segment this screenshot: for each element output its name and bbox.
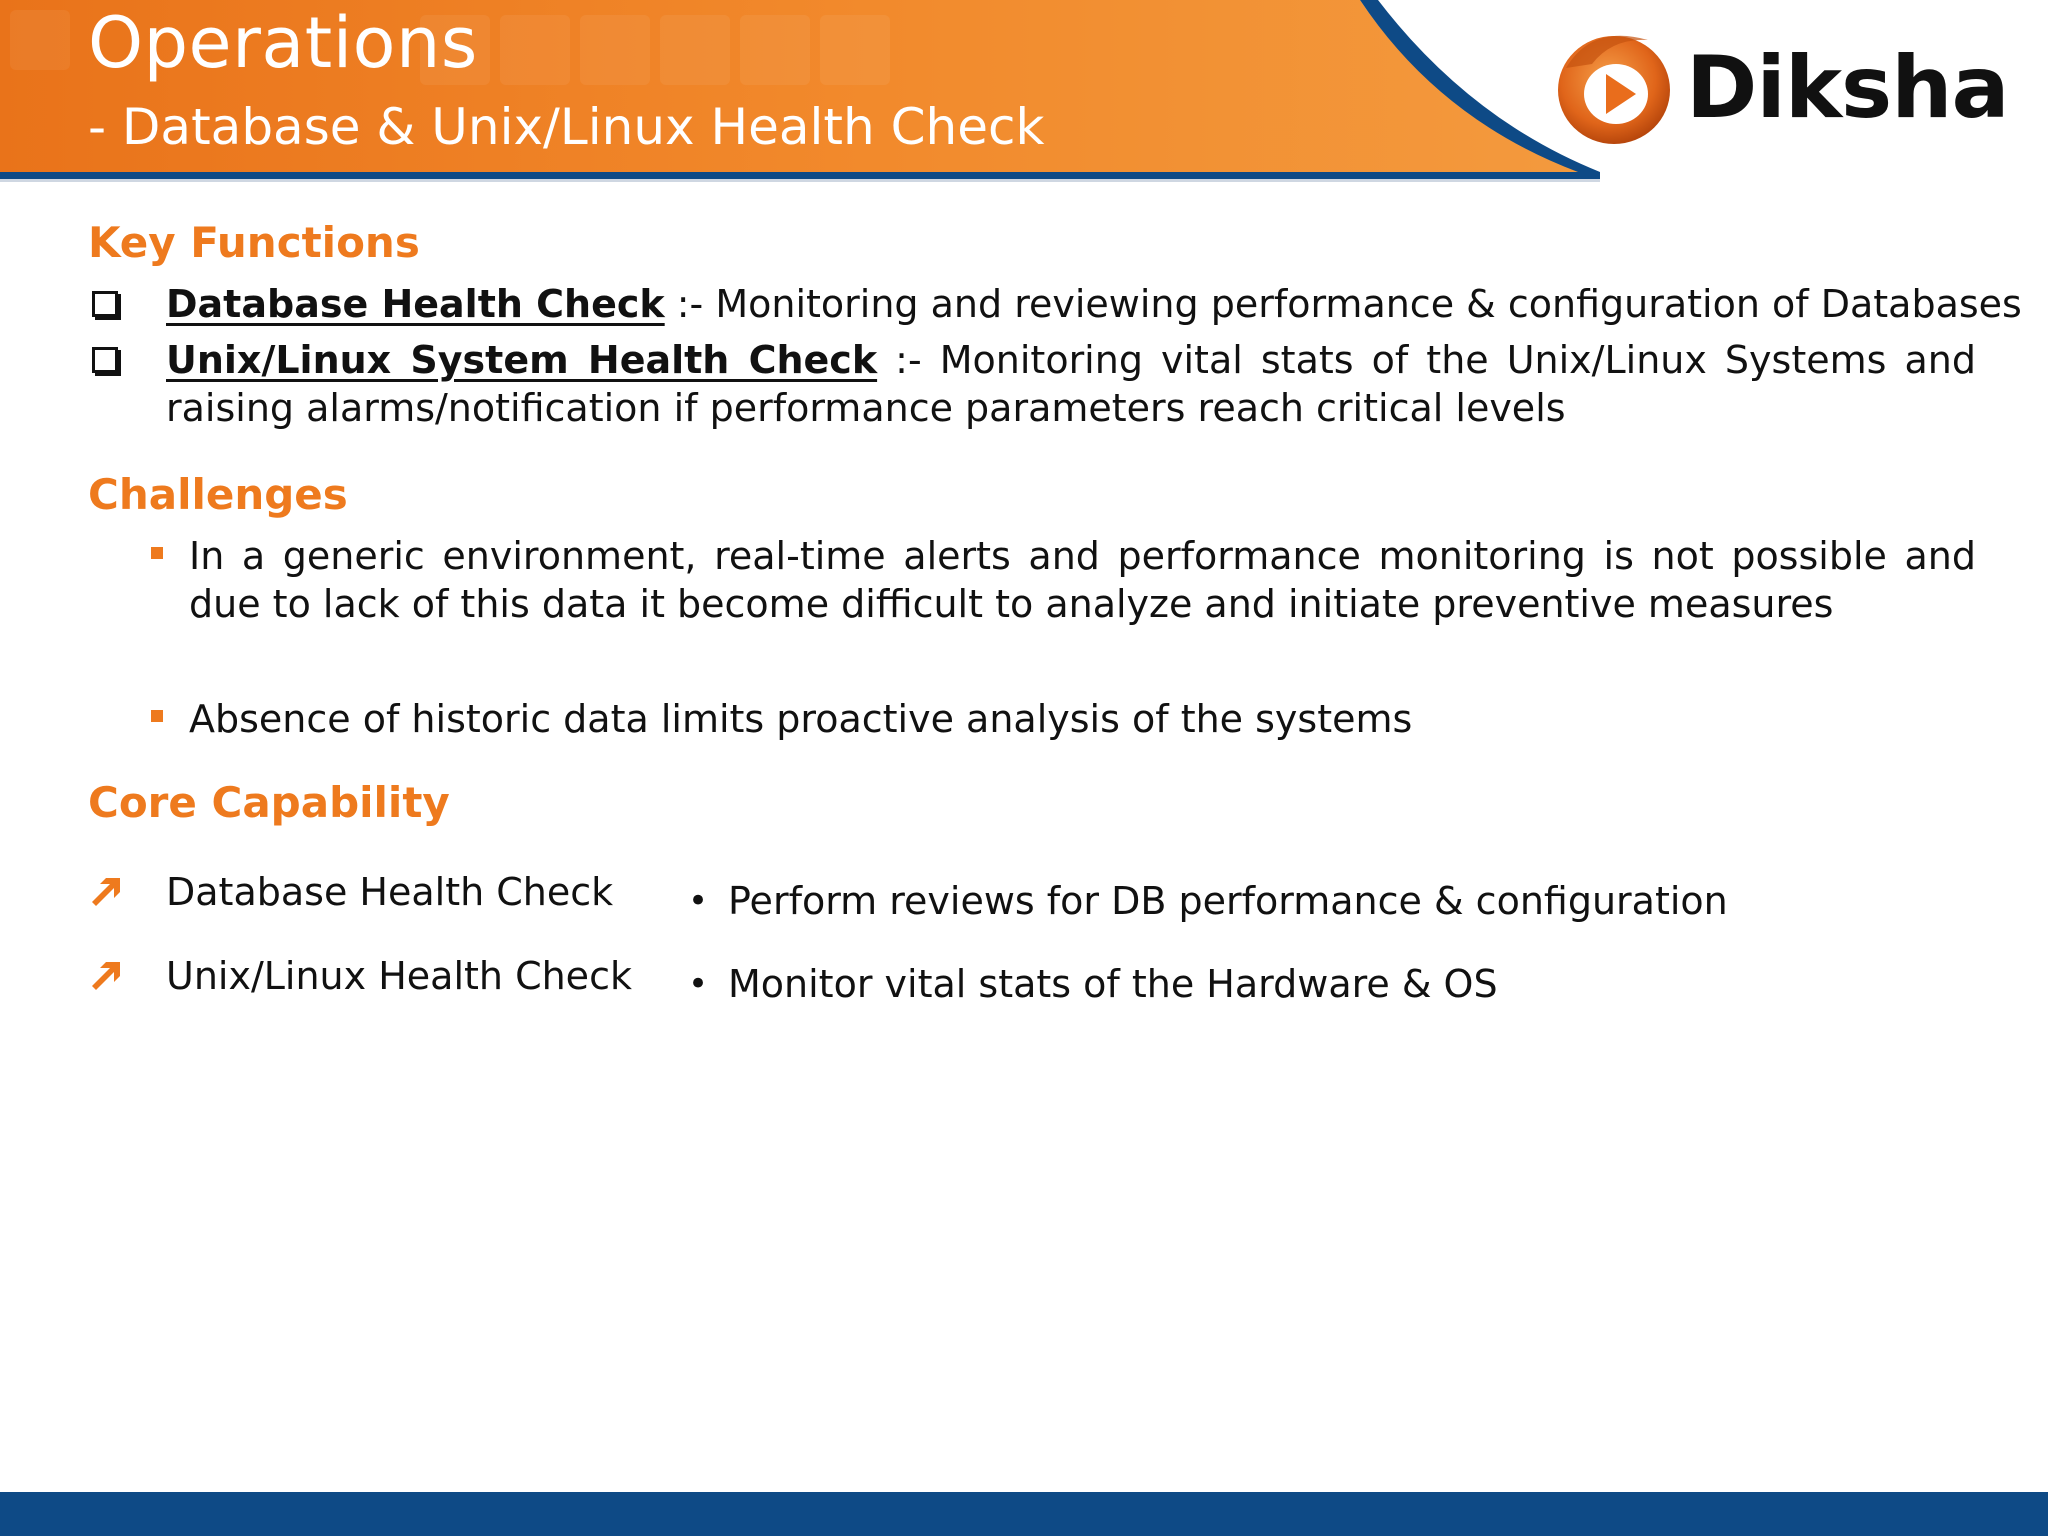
key-function-label: Unix/Linux System Health Check — [166, 338, 878, 382]
challenge-item: Absence of historic data limits proactive analysis of the systems — [189, 697, 1413, 741]
logo-wordmark: Diksha — [1686, 38, 2009, 138]
challenge-item: In a generic environment, real-time alerts and performance monitoring is not possible and due to lack of this data it become difficult to analyze and initiate preventive measures — [189, 534, 1976, 626]
capability-detail: Perform reviews for DB performance & configuration — [728, 879, 1728, 923]
arrow-up-right-icon — [88, 874, 124, 910]
key-function-text: :- Monitoring and reviewing performance & configuration of Databases — [664, 282, 2022, 326]
capability-detail: Monitor vital stats of the Hardware & OS — [728, 962, 1498, 1006]
key-function-item — [166, 280, 2022, 328]
slide-header — [0, 0, 2048, 185]
checkbox-bullet-icon — [92, 347, 118, 373]
capability-name: Database Health Check — [166, 870, 614, 914]
key-function-item — [166, 336, 1976, 432]
square-bullet-icon — [151, 710, 163, 722]
challenges-heading: Challenges — [88, 470, 348, 519]
capability-bullet: • — [688, 964, 709, 1004]
square-bullet-icon — [151, 547, 163, 559]
slide-subtitle: - Database & Unix/Linux Health Check — [88, 98, 1045, 156]
footer-bar — [0, 1492, 2048, 1536]
core-capability-heading: Core Capability — [88, 778, 450, 827]
arrow-up-right-icon — [88, 958, 124, 994]
key-function-text: :- Monitoring vital stats of the Unix/Linux Systems and raising alarms/notification if performance parameters reach critical levels — [166, 338, 1976, 430]
capability-bullet: • — [688, 881, 709, 921]
capability-name: Unix/Linux Health Check — [166, 954, 632, 998]
key-functions-heading: Key Functions — [88, 218, 420, 267]
key-function-label: Database Health Check — [166, 282, 665, 326]
slide-title: Operations — [88, 2, 478, 84]
checkbox-bullet-icon — [92, 291, 118, 317]
